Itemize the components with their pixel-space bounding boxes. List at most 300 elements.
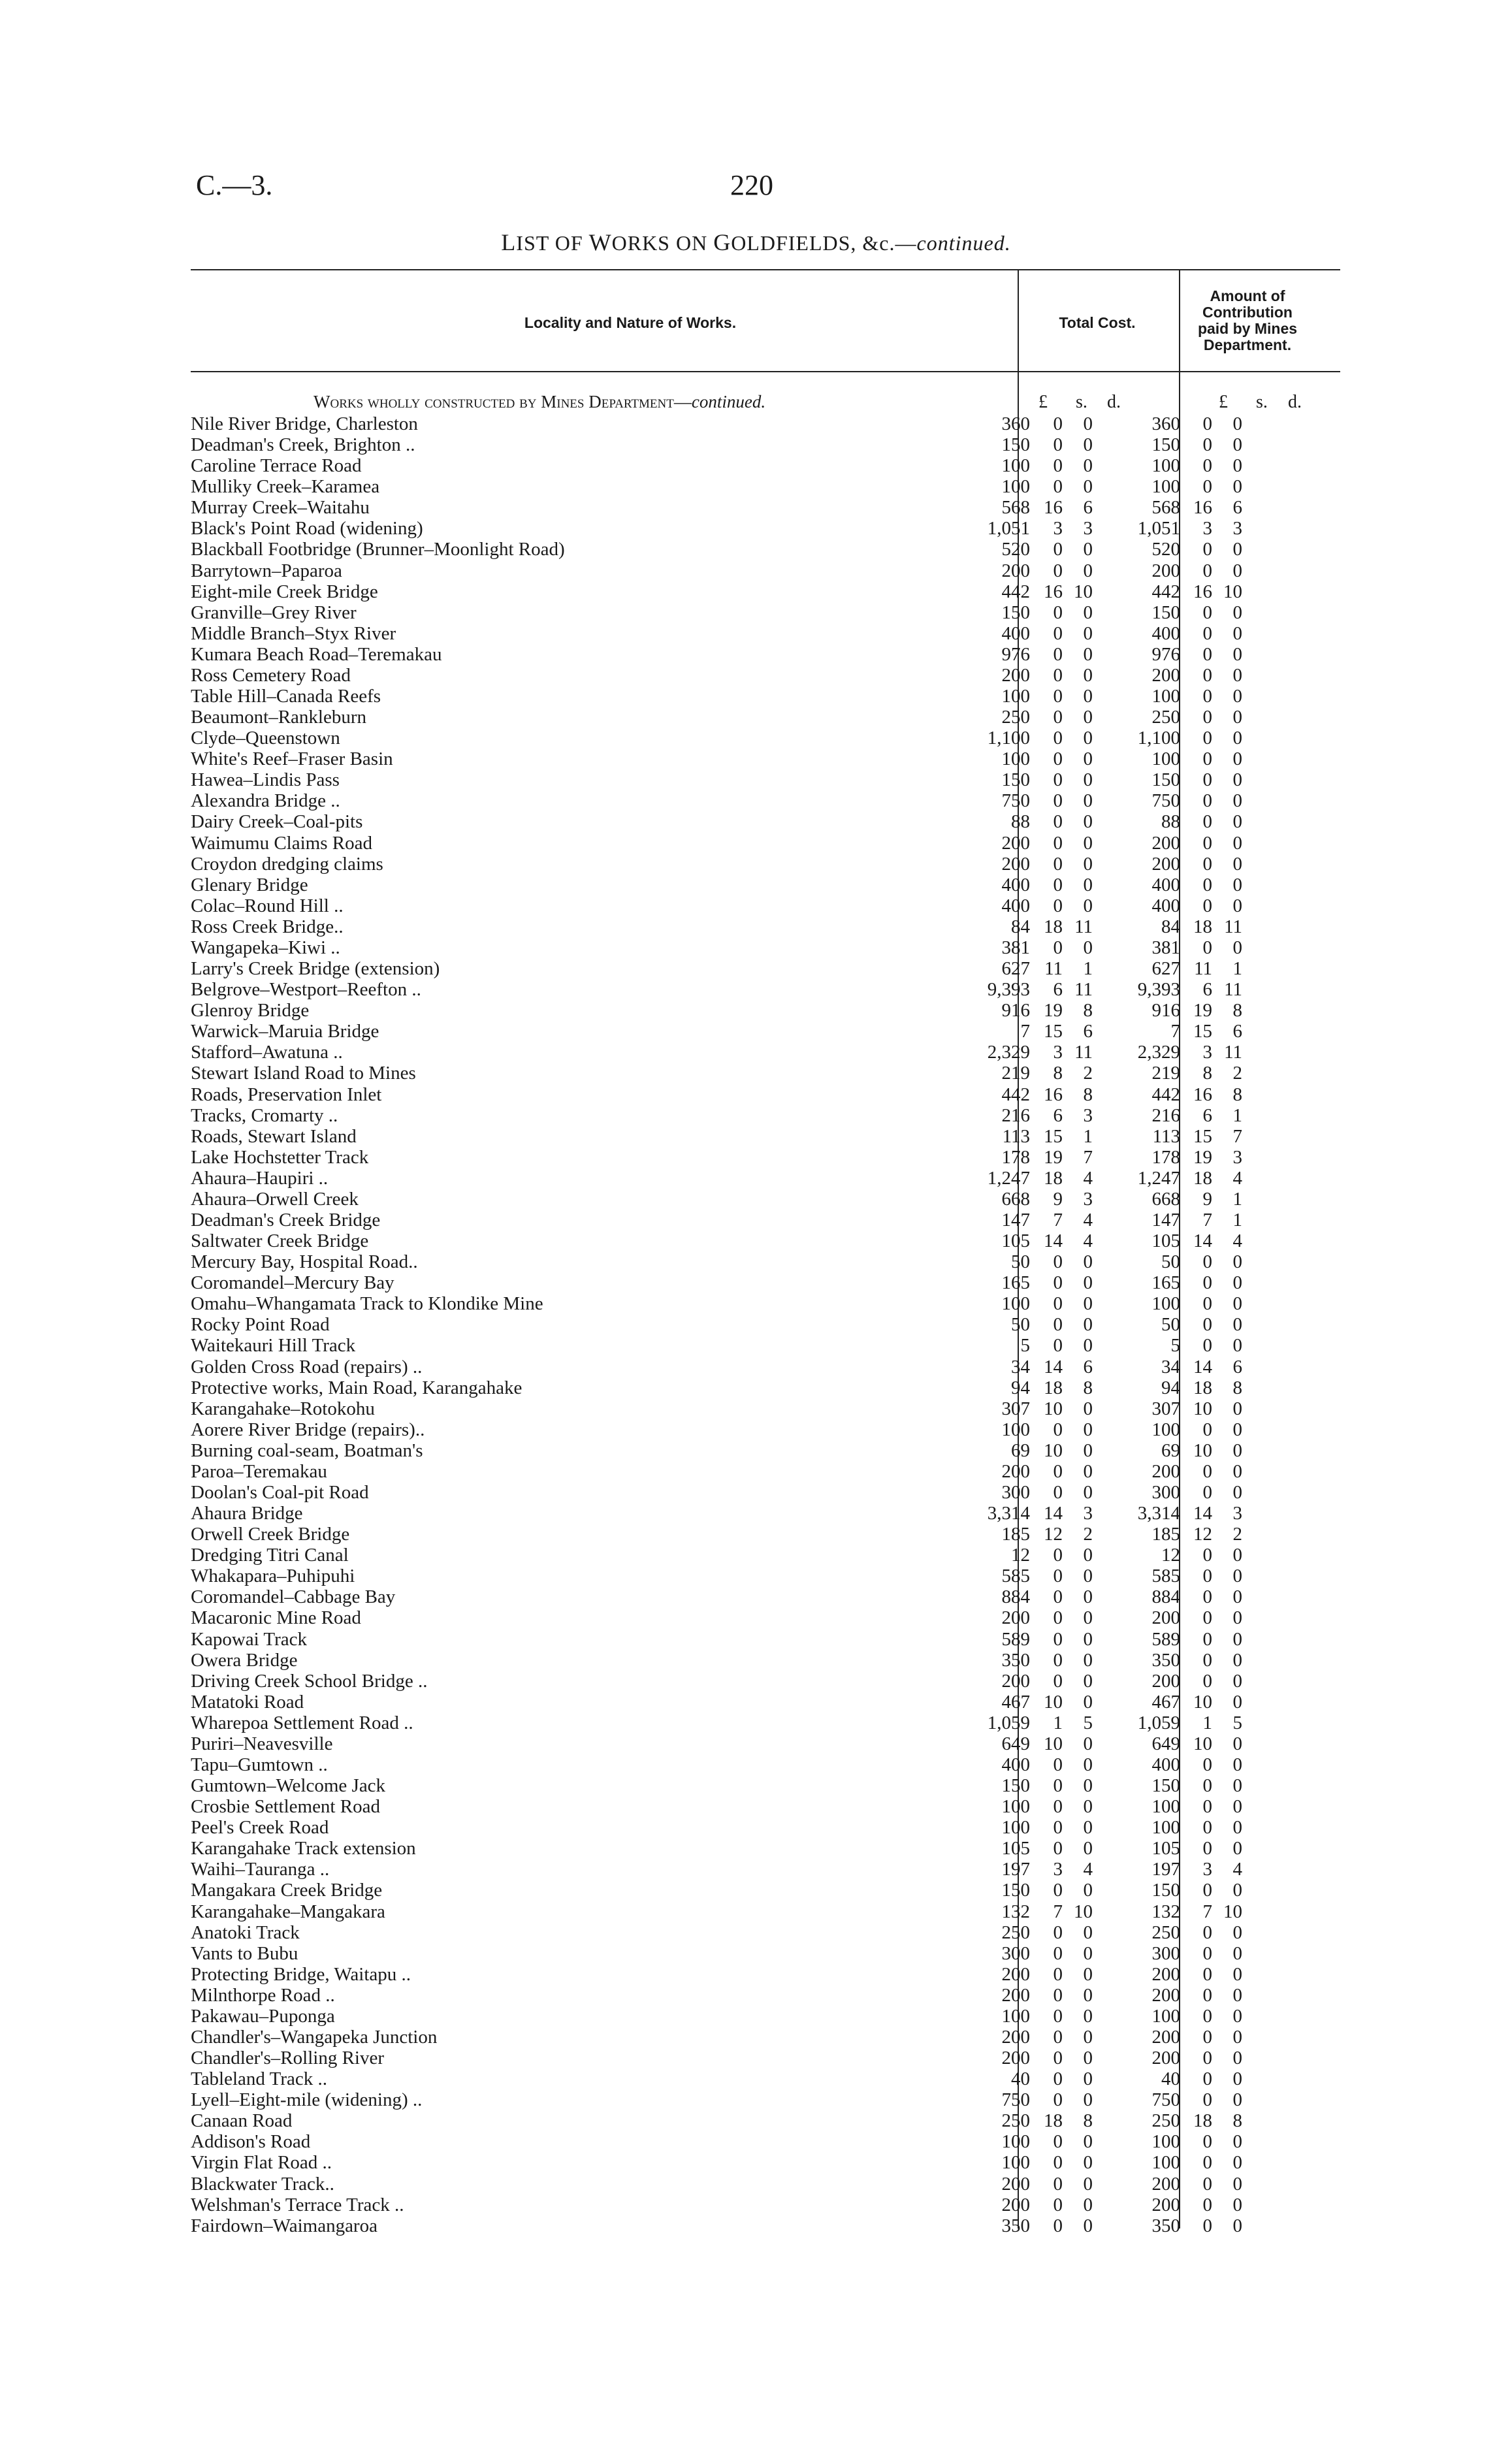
contribution-shillings-cell: 10 xyxy=(1193,1691,1212,1713)
contribution-pounds-cell: 200 xyxy=(1151,1984,1180,2006)
contribution-pounds-cell: 585 xyxy=(1151,1566,1180,1587)
total-shillings-cell: 0 xyxy=(1053,2005,1063,2027)
contribution-pence-cell: 0 xyxy=(1232,1293,1242,1315)
table-row xyxy=(191,958,1340,979)
total-shillings-cell: 19 xyxy=(1044,1146,1063,1168)
total-shillings-cell: 15 xyxy=(1044,1125,1063,1147)
contribution-pounds-cell: 165 xyxy=(1151,1272,1180,1294)
total-pence-cell: 8 xyxy=(1083,2110,1093,2132)
total-shillings-cell: 0 xyxy=(1053,1880,1063,1901)
table-row xyxy=(191,1000,1340,1021)
locality-cell: Karangahake Track extension xyxy=(191,1838,416,1859)
contribution-shillings-cell: 0 xyxy=(1202,1838,1212,1859)
locality-cell: Tracks, Cromarty .. xyxy=(191,1104,338,1126)
contribution-pounds-cell: 113 xyxy=(1152,1125,1180,1147)
locality-cell: Paroa–Teremakau xyxy=(191,1460,327,1482)
locality-cell: Welshman's Terrace Track .. xyxy=(191,2194,404,2215)
total-pounds-cell: 3,314 xyxy=(987,1503,1030,1524)
contribution-pounds-cell: 400 xyxy=(1151,622,1180,644)
total-pounds-cell: 884 xyxy=(1001,1586,1030,1608)
contribution-shillings-cell: 0 xyxy=(1202,643,1212,665)
contribution-shillings-cell: 18 xyxy=(1193,2110,1212,2132)
locality-cell: Middle Branch–Styx River xyxy=(191,622,396,644)
contribution-pounds-cell: 400 xyxy=(1151,874,1180,895)
total-pence-cell: 0 xyxy=(1083,1251,1093,1273)
table-row xyxy=(191,1168,1340,1189)
total-pounds-cell: 585 xyxy=(1001,1566,1030,1587)
locality-cell: Tapu–Gumtown .. xyxy=(191,1754,328,1775)
total-pounds-cell: 250 xyxy=(1001,2110,1030,2132)
total-shillings-cell: 0 xyxy=(1053,874,1063,895)
total-pounds-cell: 442 xyxy=(1001,581,1030,602)
table-row xyxy=(191,1335,1340,1356)
table-row xyxy=(191,1293,1340,1314)
contribution-pounds-cell: 1,059 xyxy=(1137,1712,1180,1733)
contribution-pence-cell: 0 xyxy=(1232,2131,1242,2153)
contribution-pence-cell: 6 xyxy=(1232,1021,1242,1042)
contribution-shillings-cell: 6 xyxy=(1202,1104,1212,1126)
total-pounds-cell: 350 xyxy=(1001,1649,1030,1671)
total-pence-cell: 0 xyxy=(1083,1775,1093,1797)
total-shillings-cell: 19 xyxy=(1044,1000,1063,1021)
total-shillings-cell: 0 xyxy=(1053,434,1063,456)
total-shillings-cell: 7 xyxy=(1053,1209,1063,1230)
contribution-pence-cell: 0 xyxy=(1232,1922,1242,1943)
total-pence-cell: 11 xyxy=(1074,1042,1093,1063)
works-table-body xyxy=(191,413,1340,2236)
contribution-shillings-cell: 0 xyxy=(1202,790,1212,812)
locality-cell: Ahaura–Orwell Creek xyxy=(191,1188,359,1210)
table-row xyxy=(191,1230,1340,1251)
total-pounds-cell: 2,329 xyxy=(987,1042,1030,1063)
total-pence-cell: 0 xyxy=(1083,413,1093,434)
contribution-pence-cell: 0 xyxy=(1232,1607,1242,1629)
table-row xyxy=(191,854,1340,875)
contribution-pounds-cell: 150 xyxy=(1151,602,1180,623)
total-shillings-cell: 0 xyxy=(1053,2194,1063,2215)
table-row xyxy=(191,1251,1340,1272)
contribution-pence-cell: 0 xyxy=(1232,2005,1242,2027)
contribution-pence-cell: 2 xyxy=(1232,1524,1242,1545)
contribution-pounds-cell: 100 xyxy=(1151,2152,1180,2174)
total-shillings-cell: 0 xyxy=(1053,1754,1063,1775)
total-shillings-cell: 0 xyxy=(1053,1272,1063,1294)
total-shillings-cell: 0 xyxy=(1053,895,1063,916)
total-shillings-cell: 0 xyxy=(1053,1963,1063,1985)
contribution-pounds-cell: 150 xyxy=(1151,769,1180,791)
table-row xyxy=(191,707,1340,728)
total-pounds-cell: 100 xyxy=(1001,2152,1030,2174)
total-pence-cell: 0 xyxy=(1083,1440,1093,1461)
contribution-pence-cell: 0 xyxy=(1232,790,1242,812)
total-pounds-cell: 105 xyxy=(1001,1230,1030,1252)
total-pounds-cell: 916 xyxy=(1001,1000,1030,1021)
contribution-pounds-cell: 381 xyxy=(1151,937,1180,958)
contribution-pounds-cell: 200 xyxy=(1151,1963,1180,1985)
contribution-pence-cell: 0 xyxy=(1232,1440,1242,1461)
contribution-pounds-cell: 40 xyxy=(1161,2068,1180,2090)
total-shillings-cell: 0 xyxy=(1053,2027,1063,2048)
locality-cell: Pakawau–Puponga xyxy=(191,2005,335,2027)
total-pence-cell: 0 xyxy=(1083,664,1093,686)
total-pence-cell: 0 xyxy=(1083,1586,1093,1608)
header-contribution-line1: Amount of xyxy=(1210,287,1285,304)
contribution-shillings-cell: 10 xyxy=(1193,1733,1212,1754)
total-pounds-cell: 100 xyxy=(1001,1293,1030,1315)
total-shillings-cell: 0 xyxy=(1053,1481,1063,1503)
contribution-shillings-cell: 16 xyxy=(1193,581,1212,602)
total-pence-cell: 0 xyxy=(1083,602,1093,623)
contribution-pounds-cell: 200 xyxy=(1151,2048,1180,2069)
total-shillings-cell: 0 xyxy=(1053,748,1063,770)
contribution-pounds-cell: 750 xyxy=(1151,790,1180,812)
contribution-pounds-cell: 467 xyxy=(1151,1691,1180,1713)
total-pounds-cell: 200 xyxy=(1001,2027,1030,2048)
contribution-pounds-cell: 200 xyxy=(1151,1460,1180,1482)
contribution-pounds-cell: 1,100 xyxy=(1137,728,1180,749)
total-pence-cell: 0 xyxy=(1083,853,1093,875)
contribution-shillings-cell: 14 xyxy=(1193,1503,1212,1524)
total-pence-cell: 11 xyxy=(1074,916,1093,937)
contribution-pence-cell: 0 xyxy=(1232,769,1242,791)
table-row xyxy=(191,2027,1340,2048)
table-row xyxy=(191,1377,1340,1398)
contribution-pence-cell: 0 xyxy=(1232,1984,1242,2006)
total-pounds-cell: 568 xyxy=(1001,497,1030,519)
contribution-pounds-cell: 100 xyxy=(1151,2131,1180,2153)
total-pounds-cell: 381 xyxy=(1001,937,1030,958)
contribution-pence-cell: 3 xyxy=(1232,1503,1242,1524)
contribution-pence-cell: 1 xyxy=(1232,1209,1242,1230)
contribution-pence-cell: 0 xyxy=(1232,1586,1242,1608)
contribution-pence-cell: 11 xyxy=(1224,916,1242,937)
total-shillings-cell: 8 xyxy=(1053,1063,1063,1084)
total-pounds-cell: 250 xyxy=(1001,1922,1030,1943)
total-pounds-cell: 100 xyxy=(1001,686,1030,707)
total-pounds-cell: 300 xyxy=(1001,1942,1030,1964)
title-continued: continued. xyxy=(916,231,1011,255)
locality-cell: Vants to Bubu xyxy=(191,1942,298,1964)
total-pounds-cell: 9,393 xyxy=(987,979,1030,1001)
locality-cell: Mulliky Creek–Karamea xyxy=(191,476,380,498)
contribution-pounds-cell: 100 xyxy=(1151,455,1180,477)
total-shillings-cell: 14 xyxy=(1044,1230,1063,1252)
total-pence-cell: 0 xyxy=(1083,790,1093,812)
total-pence-cell: 0 xyxy=(1083,1607,1093,1629)
contribution-pence-cell: 0 xyxy=(1232,707,1242,728)
total-shillings-cell: 0 xyxy=(1053,1586,1063,1608)
contribution-shillings-cell: 0 xyxy=(1202,1293,1212,1315)
contribution-shillings-cell: 0 xyxy=(1202,748,1212,770)
unit-pound-contrib: £ xyxy=(1219,392,1228,412)
contribution-pounds-cell: 200 xyxy=(1151,664,1180,686)
locality-cell: Saltwater Creek Bridge xyxy=(191,1230,369,1252)
total-pounds-cell: 94 xyxy=(1011,1377,1030,1398)
header-total-cost: Total Cost. xyxy=(1059,314,1136,331)
total-pence-cell: 0 xyxy=(1083,769,1093,791)
contribution-pounds-cell: 2,329 xyxy=(1137,1042,1180,1063)
total-pence-cell: 0 xyxy=(1083,1335,1093,1357)
total-pounds-cell: 100 xyxy=(1001,1796,1030,1818)
table-row xyxy=(191,1461,1340,1482)
contribution-pence-cell: 8 xyxy=(1232,2110,1242,2132)
contribution-shillings-cell: 0 xyxy=(1202,832,1212,854)
contribution-shillings-cell: 0 xyxy=(1202,2048,1212,2069)
total-shillings-cell: 18 xyxy=(1044,2110,1063,2132)
total-pounds-cell: 12 xyxy=(1011,1545,1030,1566)
total-shillings-cell: 0 xyxy=(1053,1460,1063,1482)
total-shillings-cell: 10 xyxy=(1044,1691,1063,1713)
contribution-shillings-cell: 0 xyxy=(1202,622,1212,644)
contribution-pounds-cell: 649 xyxy=(1151,1733,1180,1754)
locality-cell: Stafford–Awatuna .. xyxy=(191,1042,343,1063)
contribution-pence-cell: 0 xyxy=(1232,2215,1242,2236)
table-row xyxy=(191,875,1340,895)
contribution-pounds-cell: 200 xyxy=(1151,560,1180,581)
total-pence-cell: 0 xyxy=(1083,2173,1093,2195)
contribution-shillings-cell: 0 xyxy=(1202,707,1212,728)
total-pence-cell: 8 xyxy=(1083,1000,1093,1021)
contribution-pounds-cell: 200 xyxy=(1151,2027,1180,2048)
contribution-shillings-cell: 19 xyxy=(1193,1146,1212,1168)
total-pence-cell: 2 xyxy=(1083,1063,1093,1084)
locality-cell: Waimumu Claims Road xyxy=(191,832,372,854)
contribution-pounds-cell: 442 xyxy=(1151,581,1180,602)
total-pounds-cell: 40 xyxy=(1011,2068,1030,2090)
table-row xyxy=(191,1985,1340,2006)
total-pence-cell: 0 xyxy=(1083,434,1093,456)
locality-cell: Blackwater Track.. xyxy=(191,2173,334,2195)
contribution-shillings-cell: 0 xyxy=(1202,602,1212,623)
contribution-pence-cell: 0 xyxy=(1232,686,1242,707)
total-pence-cell: 0 xyxy=(1083,2131,1093,2153)
table-row xyxy=(191,1021,1340,1042)
table-row xyxy=(191,1901,1340,1922)
total-shillings-cell: 12 xyxy=(1044,1524,1063,1545)
total-pounds-cell: 589 xyxy=(1001,1628,1030,1650)
table-row xyxy=(191,2110,1340,2131)
total-pounds-cell: 400 xyxy=(1001,874,1030,895)
locality-cell: Hawea–Lindis Pass xyxy=(191,769,340,791)
contribution-shillings-cell: 0 xyxy=(1202,2089,1212,2111)
total-shillings-cell: 0 xyxy=(1053,1984,1063,2006)
total-pounds-cell: 627 xyxy=(1001,958,1030,980)
total-pence-cell: 0 xyxy=(1083,2048,1093,2069)
total-pounds-cell: 976 xyxy=(1001,643,1030,665)
table-row xyxy=(191,644,1340,665)
total-pounds-cell: 750 xyxy=(1001,790,1030,812)
locality-cell: Belgrove–Westport–Reefton .. xyxy=(191,979,421,1001)
locality-cell: Nile River Bridge, Charleston xyxy=(191,413,418,434)
contribution-pounds-cell: 589 xyxy=(1151,1628,1180,1650)
contribution-pounds-cell: 668 xyxy=(1151,1188,1180,1210)
contribution-pounds-cell: 84 xyxy=(1161,916,1180,937)
contribution-pence-cell: 0 xyxy=(1232,1566,1242,1587)
total-pounds-cell: 100 xyxy=(1001,2131,1030,2153)
total-shillings-cell: 0 xyxy=(1053,1566,1063,1587)
contribution-shillings-cell: 0 xyxy=(1202,1796,1212,1818)
contribution-pounds-cell: 568 xyxy=(1151,497,1180,519)
contribution-shillings-cell: 0 xyxy=(1202,895,1212,916)
total-shillings-cell: 16 xyxy=(1044,1084,1063,1105)
table-row xyxy=(191,476,1340,497)
contribution-shillings-cell: 6 xyxy=(1202,979,1212,1001)
contribution-pounds-cell: 9,393 xyxy=(1137,979,1180,1001)
table-row xyxy=(191,1189,1340,1210)
total-pounds-cell: 1,100 xyxy=(987,728,1030,749)
contribution-pence-cell: 0 xyxy=(1232,1691,1242,1713)
locality-cell: Roads, Stewart Island xyxy=(191,1125,357,1147)
table-row xyxy=(191,1147,1340,1168)
locality-cell: Addison's Road xyxy=(191,2131,311,2153)
contribution-pounds-cell: 7 xyxy=(1170,1021,1180,1042)
total-shillings-cell: 15 xyxy=(1044,1021,1063,1042)
total-pounds-cell: 649 xyxy=(1001,1733,1030,1754)
table-row xyxy=(191,1775,1340,1796)
locality-cell: Roads, Preservation Inlet xyxy=(191,1084,382,1105)
contribution-pounds-cell: 50 xyxy=(1161,1251,1180,1273)
table-row xyxy=(191,497,1340,518)
table-row xyxy=(191,1566,1340,1586)
contribution-pounds-cell: 350 xyxy=(1151,1649,1180,1671)
contribution-pounds-cell: 100 xyxy=(1151,748,1180,770)
total-pounds-cell: 105 xyxy=(1001,1838,1030,1859)
contribution-pounds-cell: 150 xyxy=(1151,434,1180,456)
locality-cell: Anatoki Track xyxy=(191,1922,300,1943)
total-pounds-cell: 132 xyxy=(1001,1901,1030,1922)
total-pence-cell: 0 xyxy=(1083,1942,1093,1964)
locality-cell: Stewart Island Road to Mines xyxy=(191,1063,416,1084)
table-row xyxy=(191,1964,1340,1985)
total-pence-cell: 0 xyxy=(1083,1922,1093,1943)
contribution-pounds-cell: 100 xyxy=(1151,1419,1180,1440)
contribution-pence-cell: 0 xyxy=(1232,643,1242,665)
table-row xyxy=(191,581,1340,602)
table-row xyxy=(191,2215,1340,2236)
contribution-shillings-cell: 0 xyxy=(1202,664,1212,686)
contribution-shillings-cell: 0 xyxy=(1202,2173,1212,2195)
total-shillings-cell: 0 xyxy=(1053,769,1063,791)
total-shillings-cell: 0 xyxy=(1053,707,1063,728)
contribution-pence-cell: 0 xyxy=(1232,1272,1242,1294)
total-shillings-cell: 9 xyxy=(1053,1188,1063,1210)
contribution-shillings-cell: 14 xyxy=(1193,1356,1212,1377)
table-row xyxy=(191,1692,1340,1713)
locality-cell: Ross Creek Bridge.. xyxy=(191,916,344,937)
unit-pound-total: £ xyxy=(1038,392,1048,412)
contribution-pence-cell: 1 xyxy=(1232,1188,1242,1210)
total-pounds-cell: 165 xyxy=(1001,1272,1030,1294)
table-row xyxy=(191,811,1340,832)
contribution-pence-cell: 0 xyxy=(1232,1963,1242,1985)
locality-cell: Chandler's–Rolling River xyxy=(191,2048,385,2069)
locality-cell: Murray Creek–Waitahu xyxy=(191,497,370,519)
total-pence-cell: 0 xyxy=(1083,539,1093,560)
contribution-shillings-cell: 0 xyxy=(1202,1460,1212,1482)
page-title xyxy=(0,229,1512,256)
contribution-pence-cell: 0 xyxy=(1232,455,1242,477)
total-pence-cell: 0 xyxy=(1083,2068,1093,2090)
total-pence-cell: 0 xyxy=(1083,1984,1093,2006)
locality-cell: Orwell Creek Bridge xyxy=(191,1524,350,1545)
total-pence-cell: 0 xyxy=(1083,895,1093,916)
contribution-pence-cell: 0 xyxy=(1232,1775,1242,1797)
total-pence-cell: 6 xyxy=(1083,1021,1093,1042)
contribution-pounds-cell: 50 xyxy=(1161,1314,1180,1336)
total-shillings-cell: 0 xyxy=(1053,560,1063,581)
document-reference: C.—3. xyxy=(196,169,273,201)
total-pence-cell: 0 xyxy=(1083,1460,1093,1482)
total-pence-cell: 0 xyxy=(1083,686,1093,707)
contribution-pence-cell: 1 xyxy=(1232,1104,1242,1126)
locality-cell: Glenary Bridge xyxy=(191,874,308,895)
total-pounds-cell: 307 xyxy=(1001,1398,1030,1419)
locality-cell: Barrytown–Paparoa xyxy=(191,560,342,581)
total-shillings-cell: 0 xyxy=(1053,1775,1063,1797)
total-pence-cell: 0 xyxy=(1083,1566,1093,1587)
total-pence-cell: 6 xyxy=(1083,497,1093,519)
total-pence-cell: 4 xyxy=(1083,1230,1093,1252)
total-shillings-cell: 0 xyxy=(1053,2173,1063,2195)
total-shillings-cell: 7 xyxy=(1053,1901,1063,1922)
total-pounds-cell: 100 xyxy=(1001,2005,1030,2027)
header-bottom-rule xyxy=(191,371,1340,372)
total-pence-cell: 0 xyxy=(1083,937,1093,958)
table-row xyxy=(191,1754,1340,1775)
header-contribution-line4: Department. xyxy=(1203,336,1292,353)
contribution-pence-cell: 2 xyxy=(1232,1063,1242,1084)
header-contribution-line2: Contribution xyxy=(1202,304,1293,321)
total-shillings-cell: 3 xyxy=(1053,1859,1063,1880)
contribution-pence-cell: 8 xyxy=(1232,1000,1242,1021)
locality-cell: Granville–Grey River xyxy=(191,602,357,623)
unit-s-total: s. xyxy=(1076,392,1087,412)
contribution-pounds-cell: 3,314 xyxy=(1137,1503,1180,1524)
table-row xyxy=(191,1713,1340,1733)
locality-cell: Doolan's Coal-pit Road xyxy=(191,1481,369,1503)
locality-cell: Mercury Bay, Hospital Road.. xyxy=(191,1251,418,1273)
table-row xyxy=(191,602,1340,623)
total-pounds-cell: 200 xyxy=(1001,1670,1030,1692)
contribution-shillings-cell: 0 xyxy=(1202,1545,1212,1566)
locality-cell: Canaan Road xyxy=(191,2110,293,2132)
table-row xyxy=(191,2174,1340,2195)
locality-cell: Larry's Creek Bridge (extension) xyxy=(191,958,440,980)
contribution-shillings-cell: 0 xyxy=(1202,769,1212,791)
table-row xyxy=(191,728,1340,748)
total-pounds-cell: 150 xyxy=(1001,1775,1030,1797)
table-row xyxy=(191,1272,1340,1293)
table-row xyxy=(191,1545,1340,1566)
contribution-shillings-cell: 0 xyxy=(1202,476,1212,498)
contribution-pounds-cell: 976 xyxy=(1151,643,1180,665)
contribution-pence-cell: 3 xyxy=(1232,518,1242,539)
table-row xyxy=(191,455,1340,476)
contribution-pence-cell: 4 xyxy=(1232,1859,1242,1880)
total-shillings-cell: 0 xyxy=(1053,1545,1063,1566)
contribution-shillings-cell: 0 xyxy=(1202,1251,1212,1273)
total-shillings-cell: 0 xyxy=(1053,2068,1063,2090)
locality-cell: Table Hill–Canada Reefs xyxy=(191,686,381,707)
contribution-pounds-cell: 200 xyxy=(1151,832,1180,854)
total-shillings-cell: 18 xyxy=(1044,1377,1063,1398)
contribution-shillings-cell: 0 xyxy=(1202,1922,1212,1943)
table-row xyxy=(191,1524,1340,1545)
total-pounds-cell: 178 xyxy=(1001,1146,1030,1168)
locality-cell: Waitekauri Hill Track xyxy=(191,1335,356,1357)
total-shillings-cell: 0 xyxy=(1053,1649,1063,1671)
total-pounds-cell: 100 xyxy=(1001,476,1030,498)
